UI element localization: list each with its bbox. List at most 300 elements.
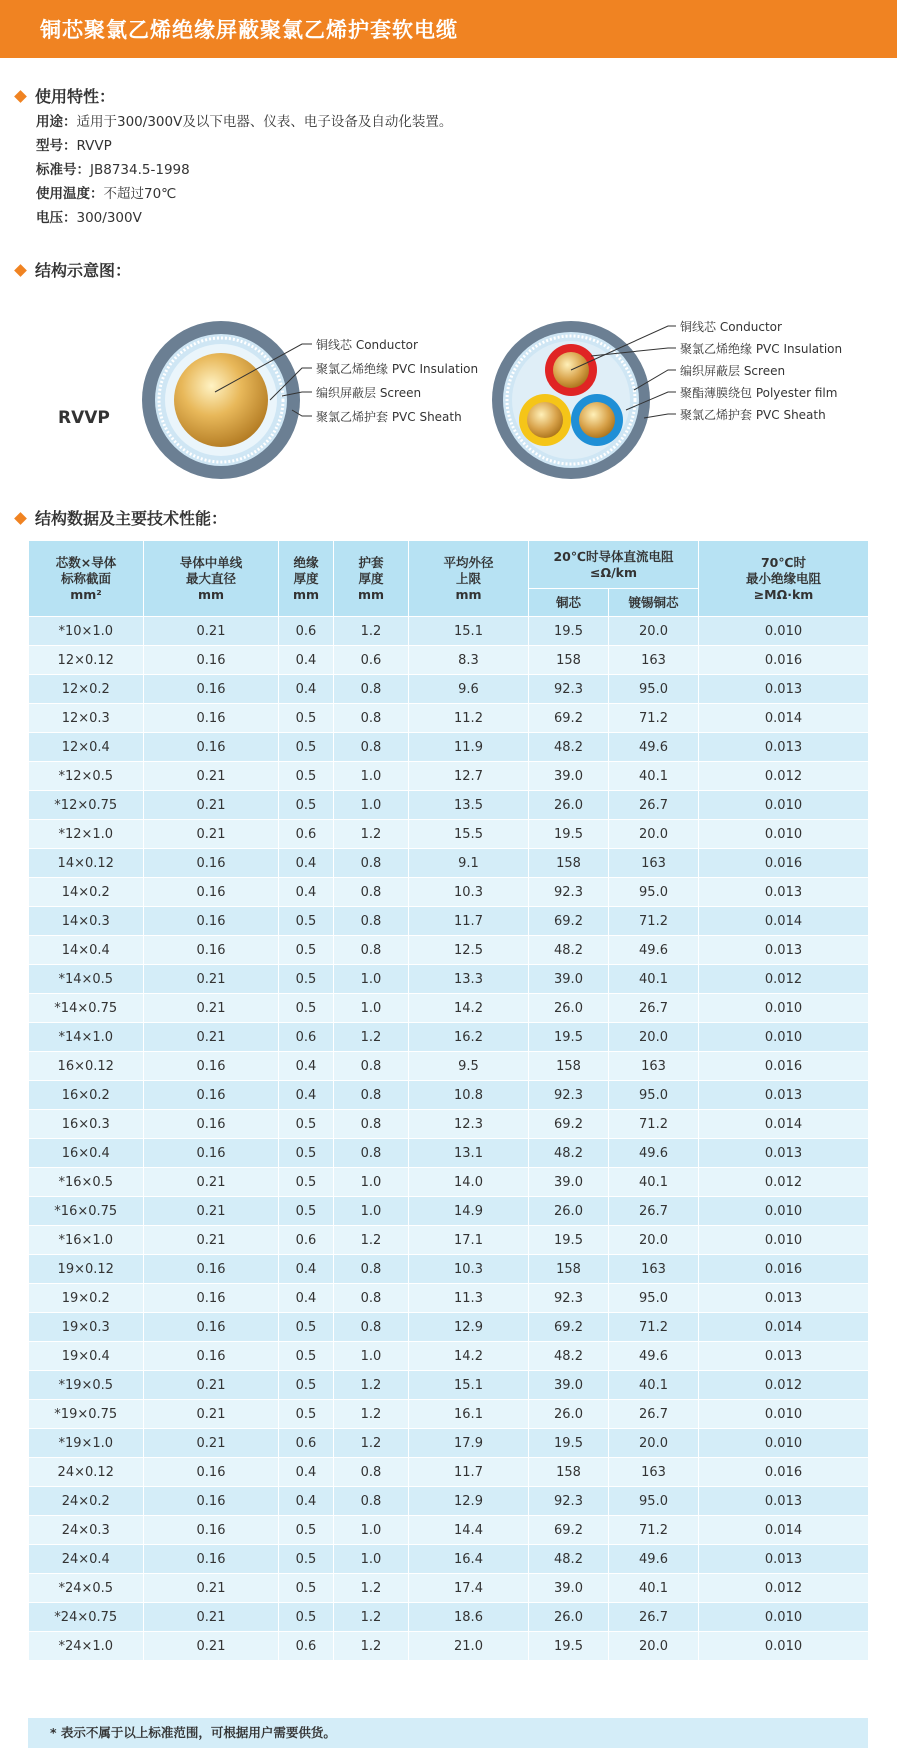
table-cell: 158 [529, 1458, 609, 1487]
header-cores-section: 芯数×导体 标称截面 mm² [29, 541, 144, 617]
table-cell: 0.4 [279, 849, 334, 878]
table-cell: 15.1 [409, 1371, 529, 1400]
table-cell: 158 [529, 849, 609, 878]
table-cell: 19×0.4 [29, 1342, 144, 1371]
table-cell: 0.5 [279, 704, 334, 733]
table-cell: 69.2 [529, 1313, 609, 1342]
table-cell: 0.16 [144, 1487, 279, 1516]
section-heading-data [14, 506, 227, 529]
table-cell: 0.21 [144, 1603, 279, 1632]
table-cell: 0.5 [279, 965, 334, 994]
table-cell: 1.0 [334, 791, 409, 820]
table-cell: 24×0.3 [29, 1516, 144, 1545]
table-cell: 0.8 [334, 1284, 409, 1313]
table-cell: 0.6 [279, 617, 334, 646]
table-cell: 26.0 [529, 1603, 609, 1632]
table-cell: 11.9 [409, 733, 529, 762]
diamond-bullet-icon [14, 90, 27, 103]
table-cell: 0.8 [334, 1313, 409, 1342]
table-cell: 14.4 [409, 1516, 529, 1545]
title-banner [0, 0, 897, 58]
table-cell: 0.5 [279, 791, 334, 820]
callout-label: 聚氯乙烯护套 PVC Sheath [680, 408, 826, 422]
table-cell: 40.1 [609, 1168, 699, 1197]
table-cell: *10×1.0 [29, 617, 144, 646]
table-cell: 163 [609, 646, 699, 675]
table-cell: 39.0 [529, 1574, 609, 1603]
table-cell: 49.6 [609, 733, 699, 762]
table-cell: 0.21 [144, 1400, 279, 1429]
table-cell: 0.8 [334, 1139, 409, 1168]
table-cell: 0.5 [279, 1603, 334, 1632]
table-cell: 14×0.2 [29, 878, 144, 907]
table-cell: 0.5 [279, 907, 334, 936]
diamond-bullet-icon [14, 512, 27, 525]
table-cell: 19.5 [529, 617, 609, 646]
table-cell: 49.6 [609, 936, 699, 965]
table-row [29, 1342, 869, 1371]
table-cell: 14×0.3 [29, 907, 144, 936]
callout-label: 编织屏蔽层 Screen [680, 364, 786, 378]
table-cell: 0.6 [279, 1023, 334, 1052]
table-cell: 0.013 [699, 1139, 869, 1168]
table-cell: 0.5 [279, 1110, 334, 1139]
table-cell: 11.3 [409, 1284, 529, 1313]
table-cell: 71.2 [609, 907, 699, 936]
table-cell: 26.7 [609, 1197, 699, 1226]
spec-value: JB8734.5-1998 [90, 162, 190, 178]
table-cell: 26.0 [529, 791, 609, 820]
table-cell: 0.8 [334, 1255, 409, 1284]
table-row [29, 1255, 869, 1284]
table-cell: 0.8 [334, 675, 409, 704]
table-cell: 12×0.12 [29, 646, 144, 675]
table-cell: 16.1 [409, 1400, 529, 1429]
callout-label: 聚酯薄膜绕包 Polyester film [680, 386, 838, 400]
table-cell: 12.3 [409, 1110, 529, 1139]
table-cell: 1.0 [334, 1545, 409, 1574]
table-cell: 92.3 [529, 1284, 609, 1313]
table-cell: 39.0 [529, 1371, 609, 1400]
table-cell: 92.3 [529, 675, 609, 704]
table-cell: 14.2 [409, 994, 529, 1023]
callout-label: 铜线芯 Conductor [680, 320, 782, 334]
table-cell: 12.7 [409, 762, 529, 791]
table-cell: *16×0.75 [29, 1197, 144, 1226]
table-cell: 26.7 [609, 1603, 699, 1632]
section-heading-structure [14, 258, 131, 281]
table-cell: 20.0 [609, 1226, 699, 1255]
table-cell: 0.16 [144, 1139, 279, 1168]
table-row [29, 1516, 869, 1545]
table-row [29, 1313, 869, 1342]
table-cell: 1.2 [334, 1429, 409, 1458]
table-cell: 10.3 [409, 878, 529, 907]
callout-label: 编织屏蔽层 Screen [316, 386, 422, 400]
table-row [29, 1400, 869, 1429]
header-insulation-resistance: 70℃时 最小绝缘电阻 ≥MΩ·km [699, 541, 869, 617]
table-cell: 12.9 [409, 1313, 529, 1342]
table-cell: 0.16 [144, 936, 279, 965]
table-cell: 1.2 [334, 1400, 409, 1429]
spec-value: 不超过70℃ [103, 186, 177, 202]
table-cell: 17.9 [409, 1429, 529, 1458]
table-cell: 0.016 [699, 1052, 869, 1081]
table-cell: 16×0.12 [29, 1052, 144, 1081]
table-cell: 24×0.12 [29, 1458, 144, 1487]
table-cell: 10.3 [409, 1255, 529, 1284]
structure-diagram [0, 320, 897, 480]
callout-label: 聚氯乙烯绝缘 PVC Insulation [680, 342, 843, 356]
table-cell: 14.0 [409, 1168, 529, 1197]
table-row [29, 1545, 869, 1574]
table-cell: *16×1.0 [29, 1226, 144, 1255]
table-cell: 12×0.4 [29, 733, 144, 762]
table-cell: 20.0 [609, 617, 699, 646]
table-cell: 1.0 [334, 1168, 409, 1197]
table-cell: 39.0 [529, 762, 609, 791]
table-cell: 0.4 [279, 1255, 334, 1284]
table-row [29, 1139, 869, 1168]
table-cell: 0.013 [699, 1342, 869, 1371]
table-cell: 20.0 [609, 1023, 699, 1052]
table-cell: 92.3 [529, 1487, 609, 1516]
table-cell: 0.010 [699, 994, 869, 1023]
table-cell: 0.6 [279, 1226, 334, 1255]
table-cell: 26.0 [529, 1400, 609, 1429]
table-cell: 0.010 [699, 1226, 869, 1255]
table-cell: 0.16 [144, 878, 279, 907]
table-cell: 0.6 [279, 1429, 334, 1458]
table-cell: 0.21 [144, 617, 279, 646]
table-cell: 0.8 [334, 1110, 409, 1139]
table-row [29, 1110, 869, 1139]
table-cell: 0.016 [699, 1458, 869, 1487]
table-cell: *24×0.5 [29, 1574, 144, 1603]
table-cell: 0.010 [699, 1197, 869, 1226]
table-cell: 0.21 [144, 820, 279, 849]
table-cell: 0.21 [144, 1226, 279, 1255]
table-cell: 0.5 [279, 733, 334, 762]
table-cell: 8.3 [409, 646, 529, 675]
table-row [29, 646, 869, 675]
table-row [29, 820, 869, 849]
table-cell: 0.16 [144, 907, 279, 936]
spec-line [36, 206, 142, 226]
table-cell: 0.6 [334, 646, 409, 675]
table-cell: 0.16 [144, 1255, 279, 1284]
table-row [29, 1487, 869, 1516]
table-cell: 0.013 [699, 1487, 869, 1516]
table-row [29, 1023, 869, 1052]
table-cell: 0.16 [144, 733, 279, 762]
table-cell: 163 [609, 1458, 699, 1487]
table-cell: 49.6 [609, 1139, 699, 1168]
table-cell: 0.5 [279, 994, 334, 1023]
table-cell: *19×0.75 [29, 1400, 144, 1429]
table-cell: 0.012 [699, 1168, 869, 1197]
table-cell: 20.0 [609, 1429, 699, 1458]
table-body [29, 617, 869, 1661]
table-cell: 12×0.2 [29, 675, 144, 704]
table-cell: 0.014 [699, 1313, 869, 1342]
table-cell: 0.16 [144, 1342, 279, 1371]
table-cell: 163 [609, 1052, 699, 1081]
table-cell: 48.2 [529, 733, 609, 762]
table-cell: 0.8 [334, 849, 409, 878]
table-cell: *16×0.5 [29, 1168, 144, 1197]
table-cell: 9.5 [409, 1052, 529, 1081]
spec-line [36, 158, 190, 178]
table-row [29, 704, 869, 733]
table-cell: 0.21 [144, 1632, 279, 1661]
table-cell: 0.16 [144, 1081, 279, 1110]
table-cell: 0.4 [279, 1487, 334, 1516]
table-cell: 26.0 [529, 994, 609, 1023]
table-cell: 1.2 [334, 820, 409, 849]
table-cell: 14.9 [409, 1197, 529, 1226]
table-cell: 0.4 [279, 1052, 334, 1081]
section-heading-usage [14, 84, 115, 107]
table-cell: 26.7 [609, 791, 699, 820]
table-cell: 0.8 [334, 1458, 409, 1487]
table-row [29, 878, 869, 907]
table-cell: 0.4 [279, 1081, 334, 1110]
table-cell: *14×0.5 [29, 965, 144, 994]
spec-label: 使用温度： [36, 186, 104, 202]
table-row [29, 1603, 869, 1632]
table-cell: 0.16 [144, 675, 279, 704]
table-cell: 0.6 [279, 820, 334, 849]
conductor-core [174, 353, 268, 447]
table-cell: 158 [529, 1255, 609, 1284]
table-cell: 1.0 [334, 1197, 409, 1226]
table-cell: 95.0 [609, 1081, 699, 1110]
header-sheath-thickness: 护套 厚度 mm [334, 541, 409, 617]
table-row [29, 1458, 869, 1487]
table-cell: 0.8 [334, 1081, 409, 1110]
table-cell: 24×0.2 [29, 1487, 144, 1516]
table-cell: 0.5 [279, 936, 334, 965]
spec-line [36, 110, 452, 130]
table-cell: 1.0 [334, 965, 409, 994]
table-cell: 19.5 [529, 1429, 609, 1458]
table-cell: 19×0.12 [29, 1255, 144, 1284]
table-cell: 0.5 [279, 1574, 334, 1603]
table-cell: 69.2 [529, 704, 609, 733]
table-cell: 15.5 [409, 820, 529, 849]
section-heading-text: 结构数据及主要技术性能： [35, 509, 228, 528]
table-cell: 39.0 [529, 965, 609, 994]
table-cell: 0.014 [699, 1516, 869, 1545]
table-cell: 11.7 [409, 1458, 529, 1487]
table-cell: 163 [609, 849, 699, 878]
table-cell: *12×0.5 [29, 762, 144, 791]
table-cell: 0.012 [699, 1371, 869, 1400]
table-row [29, 675, 869, 704]
table-cell: *24×1.0 [29, 1632, 144, 1661]
table-cell: 0.013 [699, 733, 869, 762]
table-cell: 21.0 [409, 1632, 529, 1661]
table-cell: 0.16 [144, 1545, 279, 1574]
table-row [29, 1574, 869, 1603]
table-cell: 92.3 [529, 1081, 609, 1110]
table-cell: 95.0 [609, 878, 699, 907]
table-cell: 0.16 [144, 849, 279, 878]
table-cell: 0.010 [699, 617, 869, 646]
header-copper: 铜芯 [529, 589, 609, 617]
table-cell: 12×0.3 [29, 704, 144, 733]
table-cell: 0.014 [699, 704, 869, 733]
table-cell: 0.21 [144, 791, 279, 820]
table-cell: 17.4 [409, 1574, 529, 1603]
table-cell: 40.1 [609, 965, 699, 994]
table-row [29, 1081, 869, 1110]
table-cell: *14×0.75 [29, 994, 144, 1023]
table-cell: 0.8 [334, 1487, 409, 1516]
table-row [29, 907, 869, 936]
table-cell: 0.16 [144, 704, 279, 733]
table-cell: 1.2 [334, 1371, 409, 1400]
table-cell: 1.2 [334, 1603, 409, 1632]
table-cell: 71.2 [609, 704, 699, 733]
footnote: * 表示不属于以上标准范围，可根据用户需要供货。 [28, 1718, 868, 1748]
table-cell: 0.8 [334, 704, 409, 733]
table-cell: 0.16 [144, 1052, 279, 1081]
spec-label: 标准号： [36, 162, 90, 178]
table-row [29, 1226, 869, 1255]
table-cell: 14×0.12 [29, 849, 144, 878]
header-outer-diameter: 平均外径 上限 mm [409, 541, 529, 617]
table-row [29, 733, 869, 762]
page-title: 铜芯聚氯乙烯绝缘屏蔽聚氯乙烯护套软电缆 [40, 18, 458, 42]
table-cell: 19.5 [529, 820, 609, 849]
table-row [29, 1197, 869, 1226]
table-cell: 0.5 [279, 1168, 334, 1197]
table-cell: 0.013 [699, 1284, 869, 1313]
table-cell: 0.21 [144, 1168, 279, 1197]
table-row [29, 1371, 869, 1400]
table-cell: 12.5 [409, 936, 529, 965]
table-cell: 0.014 [699, 1110, 869, 1139]
table-cell: 26.0 [529, 1197, 609, 1226]
table-cell: 0.016 [699, 1255, 869, 1284]
table-cell: 49.6 [609, 1342, 699, 1371]
table-cell: 92.3 [529, 878, 609, 907]
table-cell: 0.5 [279, 1400, 334, 1429]
table-row [29, 1429, 869, 1458]
blue-core-conductor [579, 402, 615, 438]
table-cell: 9.6 [409, 675, 529, 704]
single-core-cable [142, 321, 300, 479]
table-cell: 16.2 [409, 1023, 529, 1052]
table-cell: 10.8 [409, 1081, 529, 1110]
table-cell: 0.16 [144, 1516, 279, 1545]
table-cell: 9.1 [409, 849, 529, 878]
table-cell: *19×0.5 [29, 1371, 144, 1400]
model-label: RVVP [58, 408, 110, 428]
table-cell: *14×1.0 [29, 1023, 144, 1052]
table-row [29, 965, 869, 994]
table-cell: 0.16 [144, 646, 279, 675]
header-tinned-copper: 镀锡铜芯 [609, 589, 699, 617]
table-row [29, 1632, 869, 1661]
table-cell: 0.16 [144, 1458, 279, 1487]
table-cell: 0.010 [699, 1429, 869, 1458]
table-cell: 0.21 [144, 1197, 279, 1226]
table-cell: 0.21 [144, 1023, 279, 1052]
table-cell: 16.4 [409, 1545, 529, 1574]
table-cell: 0.8 [334, 936, 409, 965]
table-cell: 0.21 [144, 762, 279, 791]
table-cell: 0.012 [699, 1574, 869, 1603]
table-cell: 40.1 [609, 1371, 699, 1400]
section-heading-text: 使用特性： [35, 87, 116, 106]
table-cell: 71.2 [609, 1313, 699, 1342]
table-cell: 0.5 [279, 1516, 334, 1545]
table-cell: 0.21 [144, 994, 279, 1023]
table-cell: 1.0 [334, 1342, 409, 1371]
table-cell: 163 [609, 1255, 699, 1284]
table-cell: 0.010 [699, 791, 869, 820]
table-cell: 19×0.2 [29, 1284, 144, 1313]
table-cell: 48.2 [529, 1545, 609, 1574]
table-cell: 95.0 [609, 675, 699, 704]
table-cell: 16×0.3 [29, 1110, 144, 1139]
table-cell: 16×0.2 [29, 1081, 144, 1110]
table-cell: 0.16 [144, 1284, 279, 1313]
spec-table [28, 540, 869, 1661]
table-cell: 0.4 [279, 878, 334, 907]
table-cell: 0.5 [279, 1371, 334, 1400]
table-cell: 0.8 [334, 733, 409, 762]
spec-value: 适用于300/300V及以下电器、仪表、电子设备及自动化装置。 [76, 114, 453, 130]
table-cell: 1.2 [334, 1226, 409, 1255]
table-cell: 48.2 [529, 1139, 609, 1168]
table-cell: 0.21 [144, 965, 279, 994]
table-row [29, 994, 869, 1023]
table-cell: *19×1.0 [29, 1429, 144, 1458]
table-cell: 0.013 [699, 936, 869, 965]
table-row [29, 762, 869, 791]
table-row [29, 1168, 869, 1197]
table-cell: 12.9 [409, 1487, 529, 1516]
table-cell: 69.2 [529, 907, 609, 936]
table-cell: 48.2 [529, 1342, 609, 1371]
table-cell: 0.5 [279, 1545, 334, 1574]
table-cell: 19.5 [529, 1023, 609, 1052]
table-cell: 0.5 [279, 762, 334, 791]
table-cell: 16×0.4 [29, 1139, 144, 1168]
table-cell: 11.2 [409, 704, 529, 733]
header-wire-diameter: 导体中单线 最大直径 mm [144, 541, 279, 617]
table-cell: 13.1 [409, 1139, 529, 1168]
table-cell: *24×0.75 [29, 1603, 144, 1632]
table-cell: 0.5 [279, 1139, 334, 1168]
table-cell: 0.016 [699, 849, 869, 878]
table-cell: 0.012 [699, 762, 869, 791]
table-row [29, 791, 869, 820]
header-insulation-thickness: 绝缘 厚度 mm [279, 541, 334, 617]
table-cell: 0.21 [144, 1429, 279, 1458]
spec-value: 300/300V [76, 210, 142, 226]
table-cell: 158 [529, 646, 609, 675]
table-cell: 24×0.4 [29, 1545, 144, 1574]
callout-label: 铜线芯 Conductor [316, 338, 418, 352]
table-cell: 0.4 [279, 1458, 334, 1487]
table-cell: 0.8 [334, 907, 409, 936]
yellow-core-conductor [527, 402, 563, 438]
